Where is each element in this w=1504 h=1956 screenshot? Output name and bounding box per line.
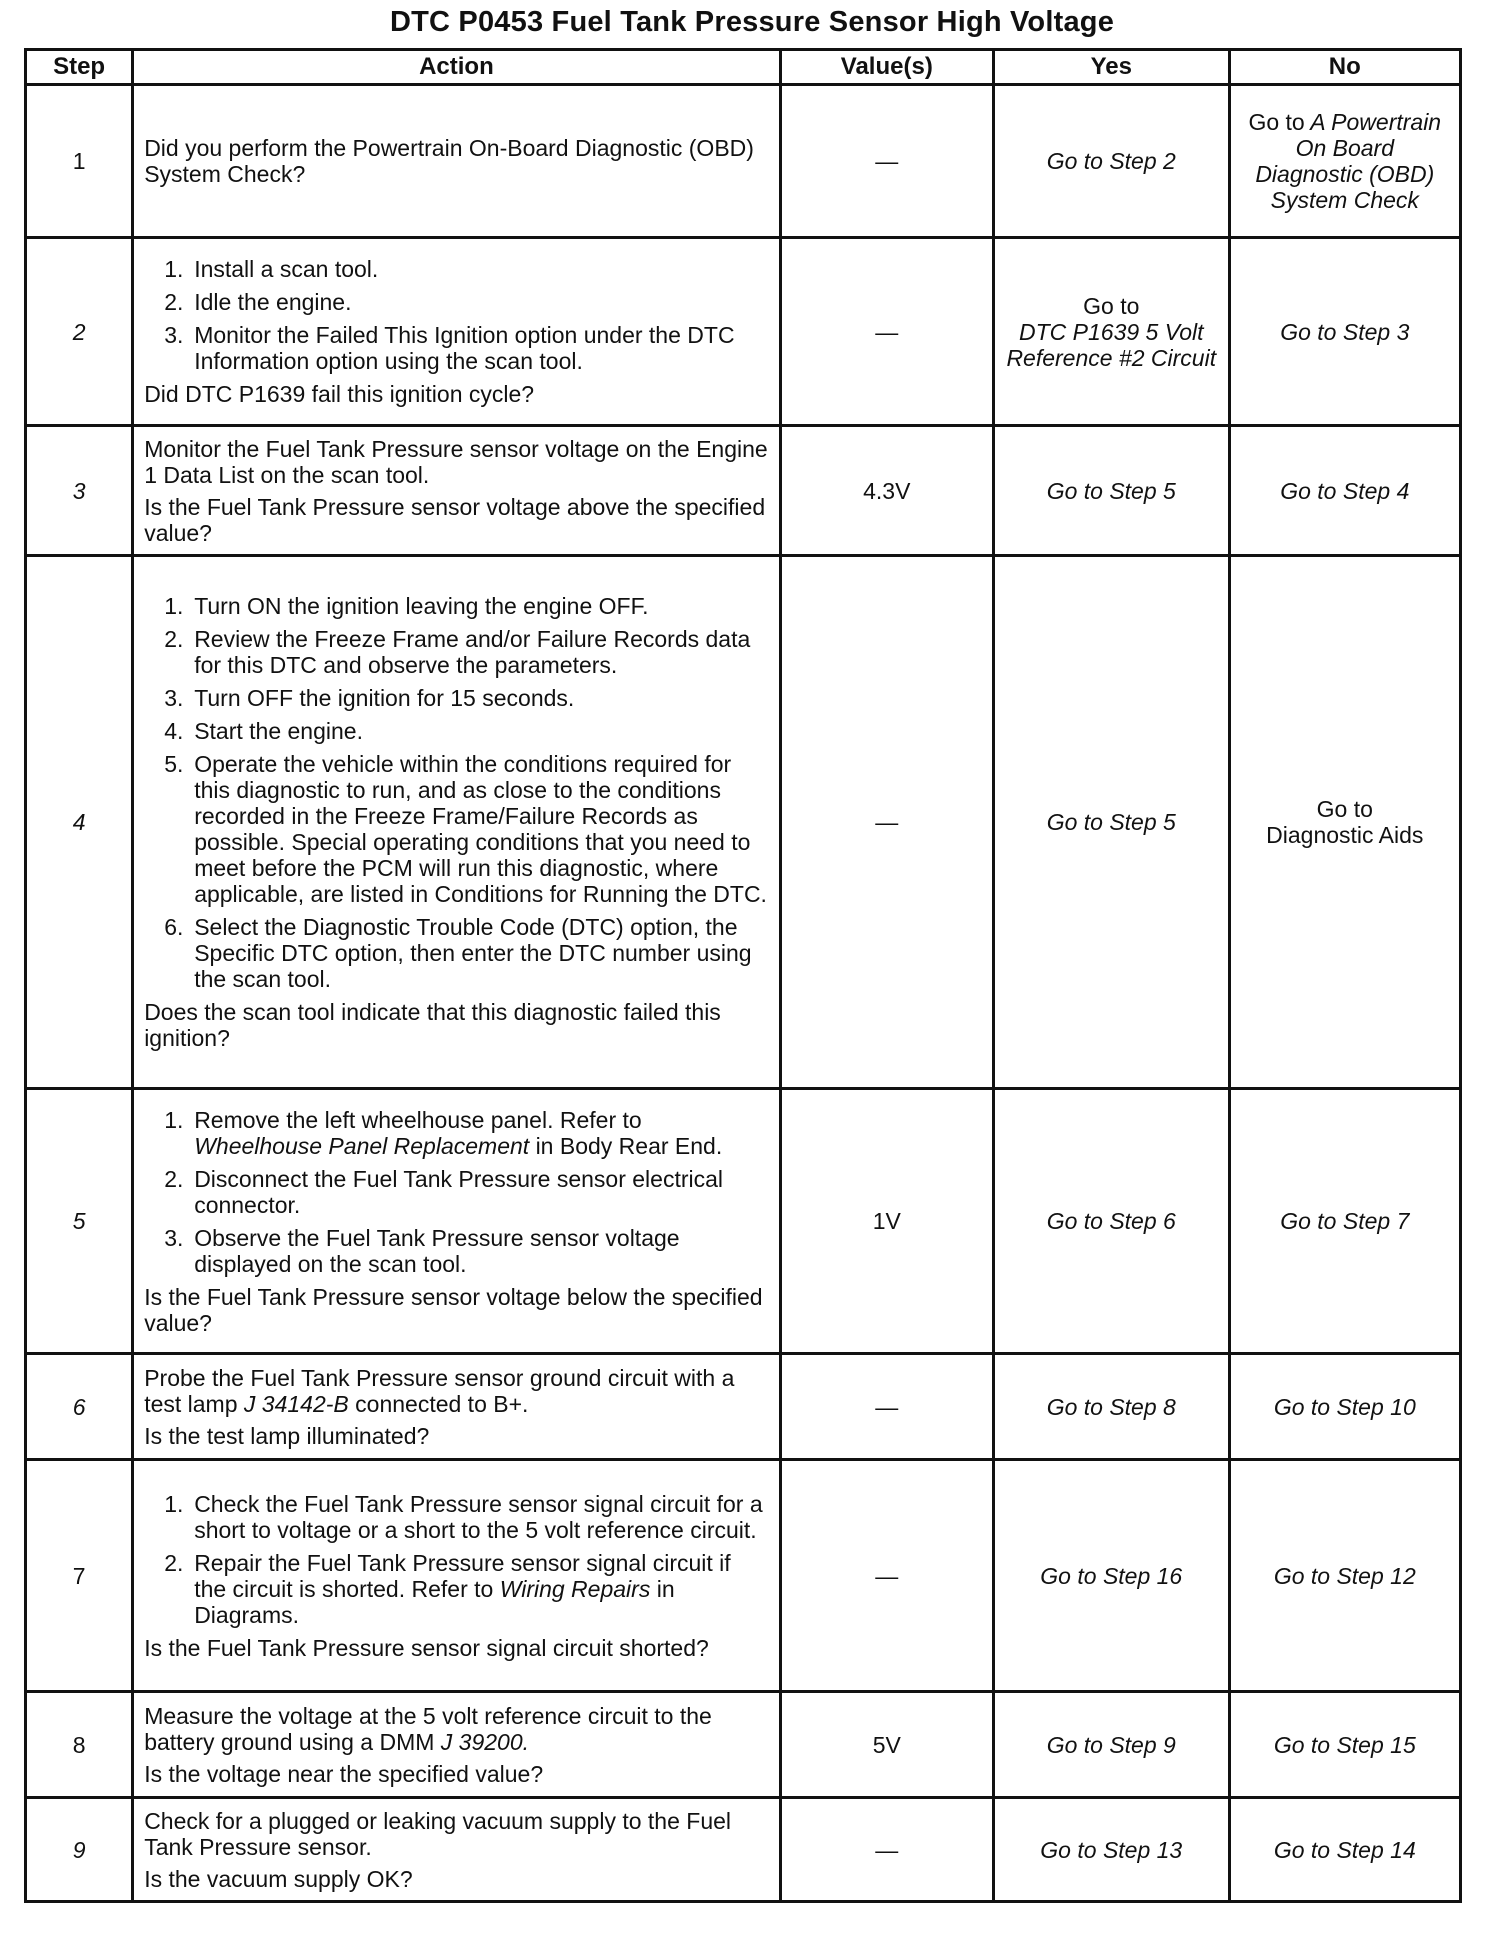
action-question: Is the Fuel Tank Pressure sensor signal circuit shorted? [144, 1634, 709, 1661]
list-item: 1. Check the Fuel Tank Pressure sensor signal circuit for a short to voltage or a short to the 5 volt reference circuit. [164, 1490, 763, 1543]
action-question: Is the Fuel Tank Pressure sensor voltage above the specified value? [144, 493, 766, 546]
step-number: 2 [26, 238, 133, 426]
tool-reference: J 39200. [440, 1728, 530, 1755]
step-number: 6 [26, 1354, 133, 1460]
tool-reference: J 34142-B [243, 1390, 349, 1417]
yes-cell: Go to Step 2 [993, 85, 1229, 238]
action-cell [133, 238, 780, 426]
value-cell: — [780, 1354, 993, 1460]
list-item: 3. Observe the Fuel Tank Pressure sensor voltage displayed on the scan tool. [164, 1224, 680, 1277]
table-row [26, 238, 1461, 426]
yes-reference: DTC P1639 5 Volt Reference #2 Circuit [1006, 318, 1217, 371]
page-title: DTC P0453 Fuel Tank Pressure Sensor High Voltage [389, 6, 1115, 38]
table-row [26, 556, 1461, 1089]
action-cell [133, 1798, 780, 1902]
table-row [26, 1089, 1461, 1354]
action-cell [133, 1089, 780, 1354]
step-number: 9 [26, 1798, 133, 1902]
action-instruction: Check for a plugged or leaking vacuum supply to the Fuel Tank Pressure sensor. [144, 1807, 732, 1860]
no-cell: Go to Step 7 [1229, 1089, 1460, 1354]
table-row [26, 1460, 1461, 1692]
yes-cell [993, 238, 1229, 426]
step-number: 5 [26, 1089, 133, 1354]
table-row [26, 85, 1461, 238]
header-step: Step [26, 50, 133, 85]
yes-cell: Go to Step 8 [993, 1354, 1229, 1460]
no-cell: Go to Step 3 [1229, 238, 1460, 426]
action-list [144, 1491, 768, 1628]
step-number: 8 [26, 1692, 133, 1798]
yes-cell: Go to Step 16 [993, 1460, 1229, 1692]
list-item: 1. Remove the left wheelhouse panel. Refer to Wheelhouse Panel Replacement in Body Rear End. [164, 1106, 723, 1159]
no-cell [1229, 85, 1460, 238]
value-cell: — [780, 238, 993, 426]
header-yes: Yes [993, 50, 1229, 85]
action-instruction: Measure the voltage at the 5 volt reference circuit to the battery ground using a DMM J 39200. [144, 1702, 712, 1755]
action-cell [133, 426, 780, 556]
step-number: 4 [26, 556, 133, 1089]
list-item: 1. Turn ON the ignition leaving the engine OFF. [164, 593, 649, 619]
table-row [26, 426, 1461, 556]
list-item: 3. Monitor the Failed This Ignition option under the DTC Information option using the scan tool. [164, 322, 735, 374]
action-list [144, 1107, 768, 1277]
list-item: 2. Review the Freeze Frame and/or Failure Records data for this DTC and observe the parameters. [164, 626, 751, 678]
action-question: Is the voltage near the specified value? [144, 1760, 544, 1787]
yes-cell: Go to Step 6 [993, 1089, 1229, 1354]
action-cell [133, 1692, 780, 1798]
yes-cell: Go to Step 9 [993, 1692, 1229, 1798]
value-cell: — [780, 556, 993, 1089]
no-cell [1229, 556, 1460, 1089]
action-cell [133, 1460, 780, 1692]
header-no: No [1229, 50, 1460, 85]
value-cell: — [780, 1460, 993, 1692]
list-item: 4. Start the engine. [164, 718, 363, 744]
list-item: 2. Disconnect the Fuel Tank Pressure sensor electrical connector. [164, 1165, 724, 1218]
action-question: Does the scan tool indicate that this diagnostic failed this ignition? [144, 999, 721, 1051]
no-cell: Go to Step 12 [1229, 1460, 1460, 1692]
value-cell: — [780, 85, 993, 238]
header-row [26, 50, 1461, 85]
action-list [144, 256, 768, 374]
action-question: Did you perform the Powertrain On-Board Diagnostic (OBD) System Check? [144, 135, 754, 187]
step-number: 1 [26, 85, 133, 238]
action-instruction: Probe the Fuel Tank Pressure sensor ground circuit with a test lamp J 34142-B connected to B+. [144, 1364, 735, 1417]
yes-cell: Go to Step 5 [993, 556, 1229, 1089]
action-list [144, 593, 768, 992]
list-item: 2. Idle the engine. [164, 289, 352, 315]
yes-cell: Go to Step 5 [993, 426, 1229, 556]
yes-cell: Go to Step 13 [993, 1798, 1229, 1902]
no-cell: Go to Step 10 [1229, 1354, 1460, 1460]
action-question: Is the test lamp illuminated? [144, 1422, 430, 1449]
action-instruction: Monitor the Fuel Tank Pressure sensor voltage on the Engine 1 Data List on the scan tool. [144, 435, 768, 488]
value-cell: 4.3V [780, 426, 993, 556]
table-row [26, 1354, 1461, 1460]
action-question: Is the vacuum supply OK? [144, 1865, 413, 1892]
list-item: 5. Operate the vehicle within the conditions required for this diagnostic to run, and as close to the conditions recorded in the Freeze Frame/Failure Records as possible. Special operating conditions that you need to meet before the PCM will run this diagnostic, where applicable, are listed in Conditions for Running the DTC. [164, 751, 767, 907]
action-cell [133, 85, 780, 238]
reference-link: Wiring Repairs [499, 1575, 651, 1602]
no-cell: Go to Step 14 [1229, 1798, 1460, 1902]
no-prefix: Go to [1248, 109, 1305, 135]
list-item: 2. Repair the Fuel Tank Pressure sensor signal circuit if the circuit is shorted. Refer to Wiring Repairs in Diagrams. [164, 1549, 731, 1628]
step-number: 3 [26, 426, 133, 556]
no-cell: Go to Step 15 [1229, 1692, 1460, 1798]
action-question: Did DTC P1639 fail this ignition cycle? [144, 381, 535, 407]
yes-prefix: Go to [1083, 292, 1140, 319]
header-values: Value(s) [780, 50, 993, 85]
header-action: Action [133, 50, 780, 85]
table-row [26, 1798, 1461, 1902]
no-cell: Go to Step 4 [1229, 426, 1460, 556]
value-cell: 5V [780, 1692, 993, 1798]
diagnostic-table [24, 48, 1462, 1903]
value-cell: — [780, 1798, 993, 1902]
action-question: Is the Fuel Tank Pressure sensor voltage below the specified value? [144, 1283, 763, 1336]
reference-link: Wheelhouse Panel Replacement [194, 1132, 530, 1159]
no-line-1: Go to [1316, 796, 1373, 822]
table-row [26, 1692, 1461, 1798]
action-cell [133, 556, 780, 1089]
list-item: 6. Select the Diagnostic Trouble Code (DTC) option, the Specific DTC option, then enter the DTC number using the scan tool. [164, 914, 752, 992]
no-reference: A Powertrain On Board Diagnostic (OBD) System Check [1255, 109, 1442, 213]
list-item: 3. Turn OFF the ignition for 15 seconds. [164, 685, 575, 711]
value-cell: 1V [780, 1089, 993, 1354]
list-item: 1. Install a scan tool. [164, 256, 379, 282]
step-number: 7 [26, 1460, 133, 1692]
action-cell [133, 1354, 780, 1460]
no-line-2: Diagnostic Aids [1266, 822, 1424, 848]
